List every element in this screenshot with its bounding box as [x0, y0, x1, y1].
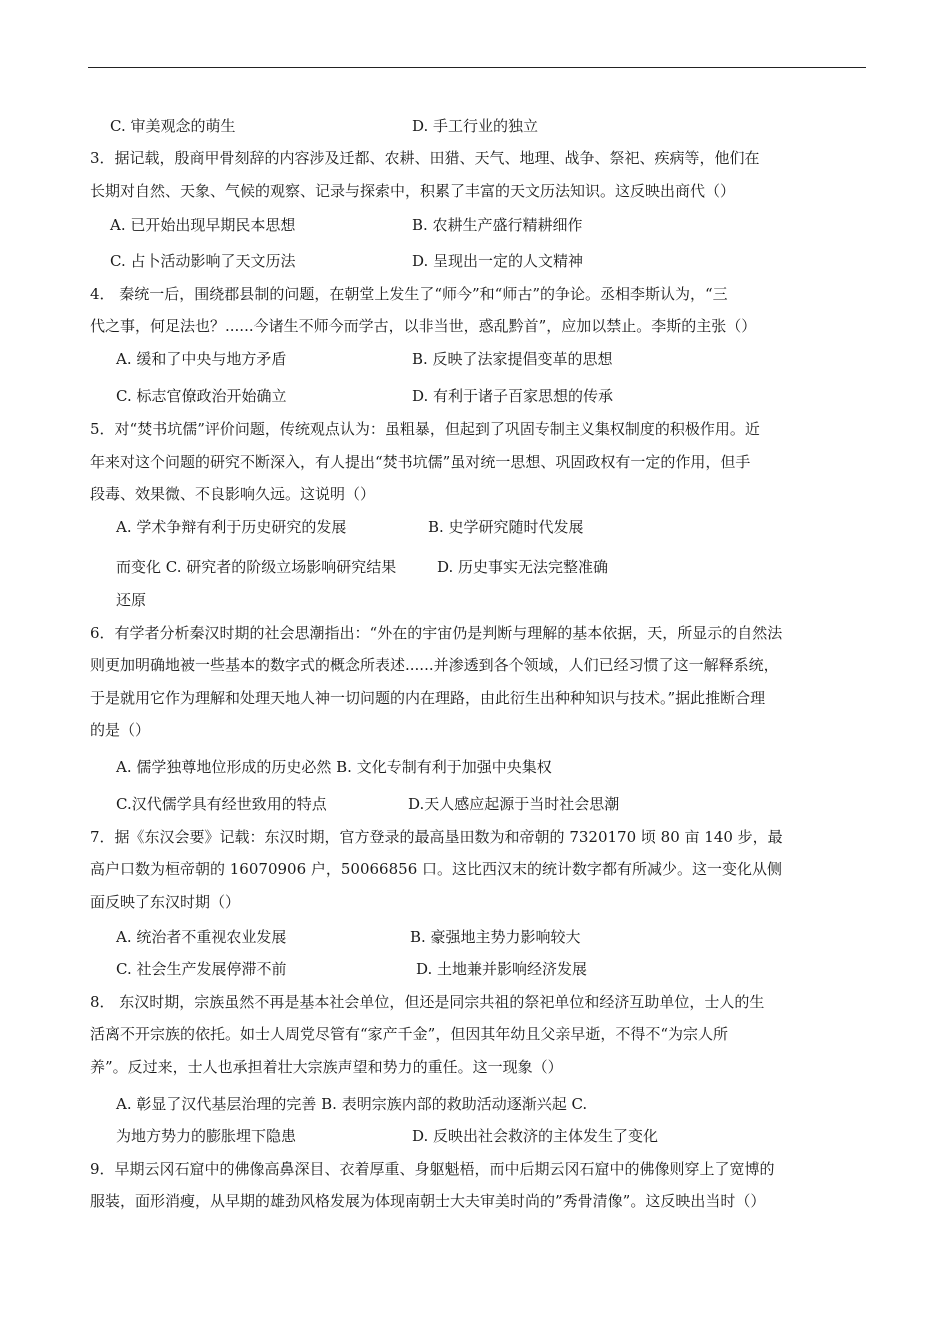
question-6-line-4: 的是（）: [90, 721, 151, 739]
question-3-option-b: B. 农耕生产盛行精耕细作: [412, 216, 583, 234]
question-5-option-b: B. 史学研究随时代发展: [428, 518, 584, 536]
header-rule: [88, 67, 866, 68]
question-7-line-2: 高户口数为桓帝朝的 16070906 户，50066856 口。这比西汉末的统计数字都有所减少。这一变化从侧: [90, 860, 783, 878]
question-4-option-b: B. 反映了法家提倡变革的思想: [412, 350, 613, 368]
question-7-option-d: D. 土地兼并影响经济发展: [416, 960, 588, 978]
question-6-line-1: 6．有学者分析秦汉时期的社会思潮指出：“外在的宇宙仍是判断与理解的基本依据，天，所显示的自然法: [90, 624, 783, 642]
question-4-line-2: 代之事，何足法也？......今诸生不师今而学古，以非当世，惑乱黔首”，应加以禁止。李斯的主张（）: [90, 317, 757, 335]
question-3-line-1: 3．据记载，殷商甲骨刻辞的内容涉及迁都、农耕、田猎、天气、地理、战争、祭祀、疾病等，他们在: [90, 149, 760, 167]
question-6-line-2: 则更加明确地被一些基本的数字式的概念所表述......并渗透到各个领域，人们已经习惯了这一解释系统，: [90, 656, 779, 674]
question-5-option-a: A. 学术争辩有利于历史研究的发展: [116, 518, 347, 536]
question-5-line-3: 段毒、效果微、不良影响久远。这说明（）: [90, 485, 376, 503]
question-5-line-2: 年来对这个问题的研究不断深入，有人提出“焚书坑儒”虽对统一思想、巩固政权有一定的作用，但手: [90, 453, 751, 471]
question-4-option-c: C. 标志官僚政治开始确立: [116, 387, 287, 405]
question-5-option-d-cont: 还原: [116, 591, 147, 609]
question-7-line-1: 7．据《东汉会要》记载：东汉时期，官方登录的最高垦田数为和帝朝的 7320170 顷 80 亩 140 步，最: [90, 828, 783, 846]
question-8-line-2: 活离不开宗族的依托。如士人周党尽管有“家产千金”，但因其年幼且父亲早逝，不得不“为宗人所: [90, 1025, 729, 1043]
question-4-option-a: A. 缓和了中央与地方矛盾: [116, 350, 287, 368]
question-8-options-ab: A. 彰显了汉代基层治理的完善 B. 表明宗族内部的救助活动逐渐兴起 C.: [116, 1095, 588, 1113]
question-8-line-1: 8． 东汉时期，宗族虽然不再是基本社会单位，但还是同宗共祖的祭祀单位和经济互助单位，士人的生: [90, 993, 765, 1011]
question-6-option-d: D.天人感应起源于当时社会思潮: [408, 795, 620, 813]
question-4-line-1: 4． 秦统一后，围绕郡县制的问题，在朝堂上发生了“师今”和“师古”的争论。丞相李斯认为，“三: [90, 285, 728, 303]
question-7-line-3: 面反映了东汉时期（）: [90, 893, 241, 911]
question-8-option-c: 为地方势力的膨胀埋下隐患: [116, 1127, 297, 1145]
question-3-line-2: 长期对自然、天象、气候的观察、记录与探索中，积累了丰富的天文历法知识。这反映出商代（）: [90, 182, 736, 200]
question-6-options-ab: A. 儒学独尊地位形成的历史必然 B. 文化专制有利于加强中央集权: [116, 758, 552, 776]
question-5-line-1: 5．对“焚书坑儒”评价问题，传统观点认为：虽粗暴，但起到了巩固专制主义集权制度的积极作用。近: [90, 420, 760, 438]
question-6-option-c: C.汉代儒学具有经世致用的特点: [116, 795, 327, 813]
question-3-option-a: A. 已开始出现早期民本思想: [110, 216, 296, 234]
question-3-option-d: D. 呈现出一定的人文精神: [412, 252, 584, 270]
question-4-option-d: D. 有利于诸子百家思想的传承: [412, 387, 614, 405]
question-9-line-1: 9．早期云冈石窟中的佛像高鼻深目、衣着厚重、身躯魁梧，而中后期云冈石窟中的佛像则穿上了宽博的: [90, 1160, 775, 1178]
option-d: D. 手工行业的独立: [412, 117, 539, 135]
question-5-option-c: 而变化 C. 研究者的阶级立场影响研究结果: [116, 558, 397, 576]
question-7-option-c: C. 社会生产发展停滞不前: [116, 960, 287, 978]
option-c: C. 审美观念的萌生: [110, 117, 236, 135]
question-8-line-3: 养”。反过来，士人也承担着壮大宗族声望和势力的重任。这一现象（）: [90, 1058, 563, 1076]
question-3-option-c: C. 占卜活动影响了天文历法: [110, 252, 296, 270]
question-5-option-d: D. 历史事实无法完整准确: [437, 558, 609, 576]
question-7-option-a: A. 统治者不重视农业发展: [116, 928, 287, 946]
question-8-option-d: D. 反映出社会救济的主体发生了变化: [412, 1127, 659, 1145]
question-6-line-3: 于是就用它作为理解和处理天地人神一切问题的内在理路，由此衍生出种种知识与技术。”据此推断合理: [90, 689, 766, 707]
question-7-option-b: B. 豪强地主势力影响较大: [410, 928, 581, 946]
question-9-line-2: 服装，面形消瘦，从早期的雄劲风格发展为体现南朝士大夫审美时尚的”秀骨清像”。这反映出当时（）: [90, 1192, 766, 1210]
